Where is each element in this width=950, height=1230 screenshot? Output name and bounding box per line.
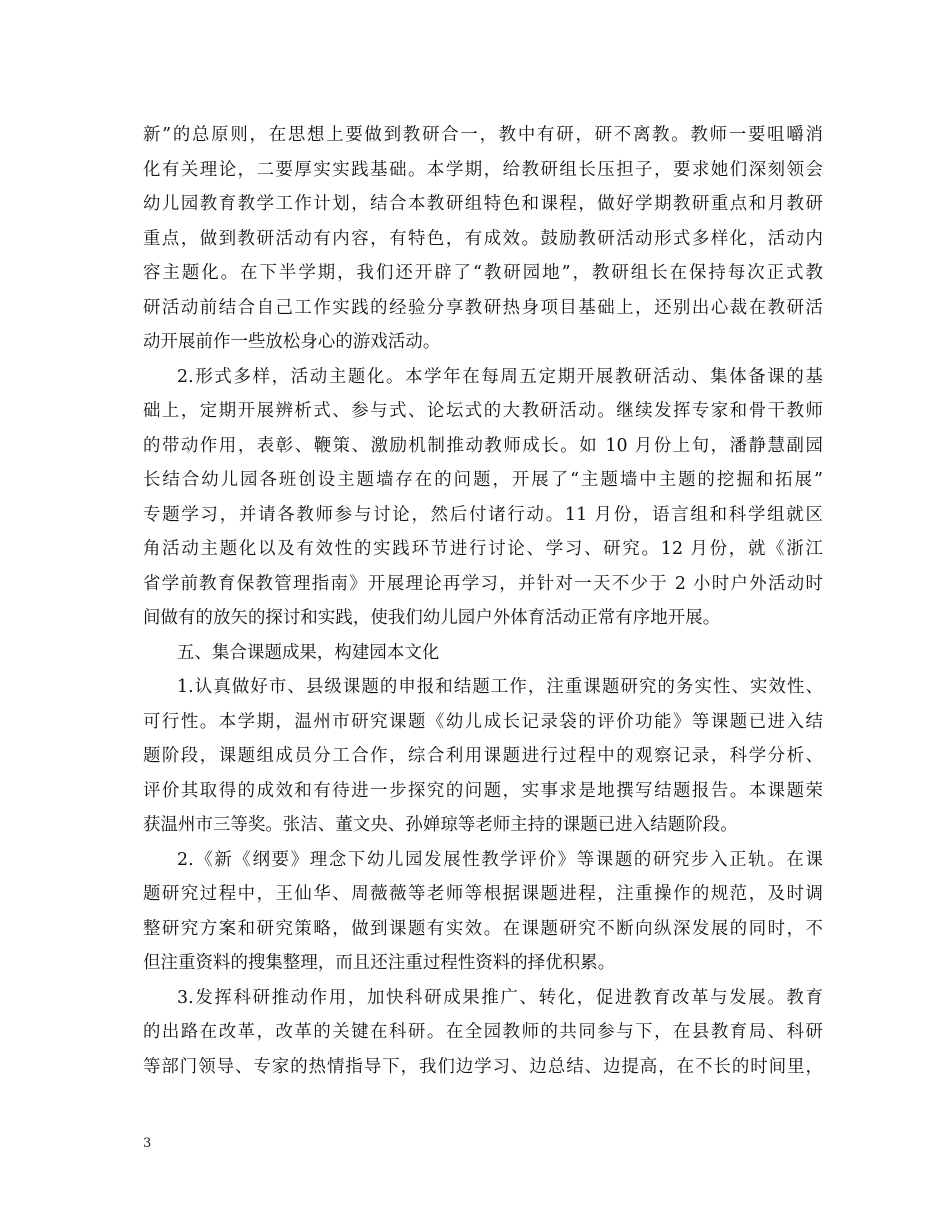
text-line: 题研究过程中，王仙华、周薇薇等老师等根据课题进程，注重操作的规范，及时调 (143, 884, 823, 904)
text-line: 长结合幼儿园各班创设主题墙存在的问题，开展了“主题墙中主题的挖掘和拓展” (143, 470, 823, 490)
text-line: 研活动前结合自己工作实践的经验分享教研热身项目基础上，还别出心裁在教研活 (143, 297, 823, 318)
paragraph (143, 670, 823, 843)
paragraph (143, 360, 823, 636)
text-line: 的出路在改革，改革的关键在科研。在全园教师的共同参与下，在县教育局、科研 (143, 1022, 823, 1042)
text-line: 2.《新《纲要》理念下幼儿园发展性教学评价》等课题的研究步入正轨。在课 (177, 849, 823, 870)
text-line: 2.形式多样，活动主题化。本学年在每周五定期开展教研活动、集体备课的基 (177, 366, 823, 387)
body-text (143, 118, 823, 1084)
text-line: 重点，做到教研活动有内容，有特色，有成效。鼓励教研活动形式多样化，活动内 (143, 228, 823, 249)
text-line: 整研究方案和研究策略，做到课题有实效。在课题研究不断向纵深发展的同时，不 (143, 918, 823, 939)
text-line: 获温州市三等奖。张洁、董文央、孙婵琼等老师主持的课题已进入结题阶段。 (143, 815, 738, 835)
text-line: 省学前教育保教管理指南》开展理论再学习，并针对一天不少于 2 小时户外活动时 (143, 573, 823, 594)
paragraph (143, 843, 823, 981)
text-line: 幼儿园教育教学工作计划，结合本教研组特色和课程，做好学期教研重点和月教研 (143, 194, 823, 214)
text-line: 3.发挥科研推动作用，加快科研成果推广、转化，促进教育改革与发展。教育 (177, 987, 823, 1008)
text-line: 专题学习，并请各教师参与讨论，然后付诸行动。11 月份，语言组和科学组就区 (143, 504, 823, 525)
text-line: 动开展前作一些放松身心的游戏活动。 (143, 332, 441, 352)
text-line: 的带动作用，表彰、鞭策、激励机制推动教师成长。如 10 月份上旬，潘静慧副园 (143, 435, 823, 456)
text-line: 可行性。本学期，温州市研究课题《幼儿成长记录袋的评价功能》等课题已进入结 (143, 711, 823, 732)
text-line: 1.认真做好市、县级课题的申报和结题工作，注重课题研究的务实性、实效性、 (177, 677, 823, 697)
text-line: 容主题化。在下半学期，我们还开辟了“教研园地”，教研组长在保持每次正式教 (143, 263, 823, 283)
text-line: 评价其取得的成效和有待进一步探究的问题，实事求是地撰写结题报告。本课题荣 (143, 780, 823, 801)
text-line: 五、集合课题成果，构建园本文化 (177, 642, 440, 663)
text-line: 但注重资料的搜集整理，而且还注重过程性资料的择优积累。 (143, 953, 616, 973)
paragraph (143, 636, 823, 671)
paragraph (143, 118, 823, 360)
text-line: 间做有的放矢的探讨和实践，使我们幼儿园户外体育活动正常有序地开展。 (143, 608, 721, 628)
text-line: 题阶段，课题组成员分工合作，综合利用课题进行过程中的观察记录，科学分析、 (143, 746, 823, 766)
text-line: 础上，定期开展辨析式、参与式、论坛式的大教研活动。继续发挥专家和骨干教师 (143, 401, 823, 421)
paragraph (143, 981, 823, 1085)
text-line: 角活动主题化以及有效性的实践环节进行讨论、学习、研究。12 月份，就《浙江 (143, 539, 823, 559)
text-line: 等部门领导、专家的热情指导下，我们边学习、边总结、边提高，在不长的时间里， (143, 1056, 823, 1077)
text-line: 化有关理论，二要厚实实践基础。本学期，给教研组长压担子，要求她们深刻领会 (143, 159, 823, 180)
page-number: 3 (143, 1136, 152, 1151)
text-line: 新”的总原则，在思想上要做到教研合一，教中有研，研不离教。教师一要咀嚼消 (143, 125, 823, 145)
